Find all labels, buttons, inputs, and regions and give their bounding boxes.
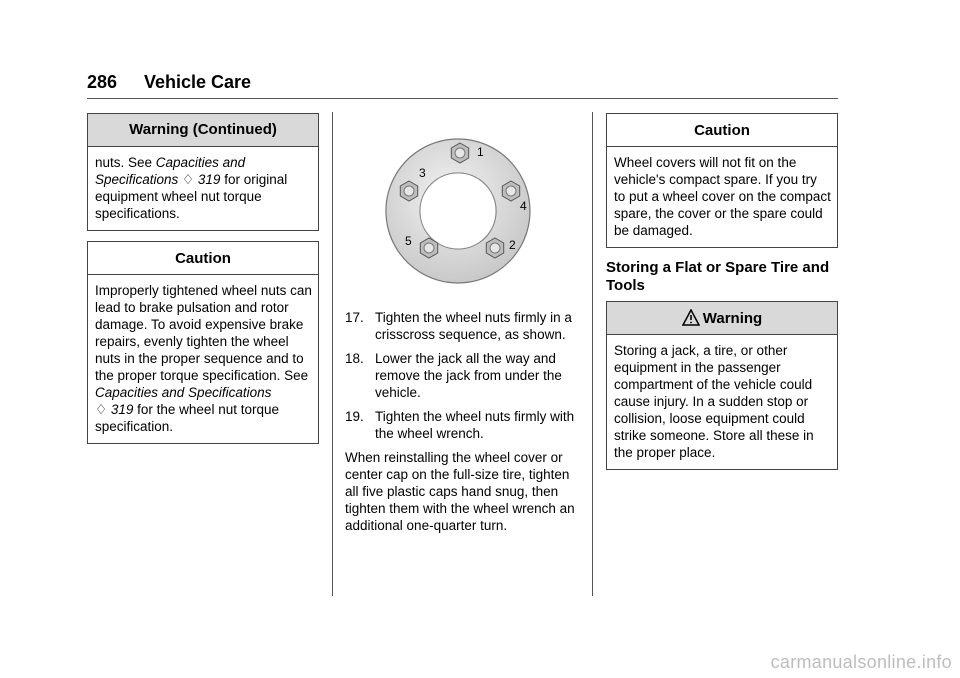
- caution-text-part: for the wheel nut torque specification.: [95, 402, 279, 434]
- hub-center-hole: [420, 173, 496, 249]
- section-title: Vehicle Care: [144, 72, 252, 92]
- page-number: 286: [87, 72, 118, 92]
- page-ref-number[interactable]: 319: [197, 172, 221, 187]
- step-text: Tighten the wheel nuts firmly in a crisscross sequence, as shown.: [375, 310, 572, 342]
- step-number: 18.: [345, 351, 364, 366]
- lug-nut-1: [451, 143, 468, 163]
- step-item: [345, 350, 585, 401]
- caution-box-2: [606, 113, 838, 248]
- capacities-link[interactable]: Capacities and Specifications: [95, 155, 246, 187]
- step-text: Tighten the wheel nuts firmly with the wheel wrench.: [375, 409, 575, 441]
- warning-box: [606, 301, 838, 470]
- warning-text-part: for original equipment wheel nut torque specifications.: [95, 172, 288, 221]
- caution-text: [88, 275, 318, 443]
- nut-label-5: 5: [405, 234, 412, 248]
- page-ref-icon: ♢: [95, 402, 111, 417]
- warning-continued-title: Warning (Continued): [88, 114, 318, 147]
- lug-nut-3: [400, 181, 417, 201]
- column-divider-2: [592, 112, 593, 596]
- wheel-nut-diagram: [385, 138, 531, 284]
- caution-box-1: [87, 241, 319, 444]
- watermark: carmanualsonline.info: [770, 652, 952, 672]
- steps-list: [345, 309, 585, 534]
- lug-nut-5: [420, 238, 437, 258]
- caution-text: Wheel covers will not fit on the vehicle's compact spare. If you try to put a wheel cover on the compact spare, the cover or the spare could be damaged.: [614, 155, 831, 238]
- step-text: Lower the jack all the way and remove the jack from under the vehicle.: [375, 351, 562, 400]
- caution-text-part: Improperly tightened wheel nuts can lead to brake pulsation and rotor damage. To avoid expensive brake repairs, evenly tighten the wheel nuts in the proper sequence and to the proper torque specification. See: [95, 283, 312, 383]
- page-header: [87, 72, 251, 93]
- lug-nut-4: [502, 181, 519, 201]
- warning-continued-text: [88, 147, 318, 230]
- capacities-link[interactable]: Capacities and Specifications: [95, 385, 272, 400]
- section-subheading: Storing a Flat or Spare Tire and Tools: [606, 259, 830, 294]
- column-divider-1: [332, 112, 333, 596]
- header-rule: [87, 98, 838, 99]
- warning-text: Storing a jack, a tire, or other equipment in the passenger compartment of the vehicle could cause injury. In a sudden stop or collision, loose equipment could strike someone. Store all these in the proper place.: [614, 343, 814, 460]
- page-ref-icon: ♢: [178, 172, 198, 187]
- caution-title: Caution: [88, 242, 318, 275]
- warning-continued-box: [87, 113, 319, 231]
- page-ref-number[interactable]: 319: [110, 402, 134, 417]
- nut-label-1: 1: [477, 145, 484, 159]
- step-number: 19.: [345, 409, 364, 424]
- nut-label-2: 2: [509, 238, 516, 252]
- step-item: [345, 408, 585, 442]
- nut-label-4: 4: [520, 199, 527, 213]
- nut-label-3: 3: [419, 166, 426, 180]
- warning-triangle-icon: [682, 305, 700, 339]
- caution-title: Caution: [607, 114, 837, 147]
- warning-header: [607, 302, 837, 335]
- step-number: 17.: [345, 310, 364, 325]
- step-item: [345, 309, 585, 343]
- warning-title: Warning: [702, 310, 763, 327]
- warning-text-part: nuts. See: [95, 155, 156, 170]
- reinstall-paragraph: When reinstalling the wheel cover or center cap on the full-size tire, tighten all five plastic caps hand snug, then tighten them with the wheel wrench an additional one-quarter turn.: [345, 450, 575, 533]
- lug-nut-2: [486, 238, 503, 258]
